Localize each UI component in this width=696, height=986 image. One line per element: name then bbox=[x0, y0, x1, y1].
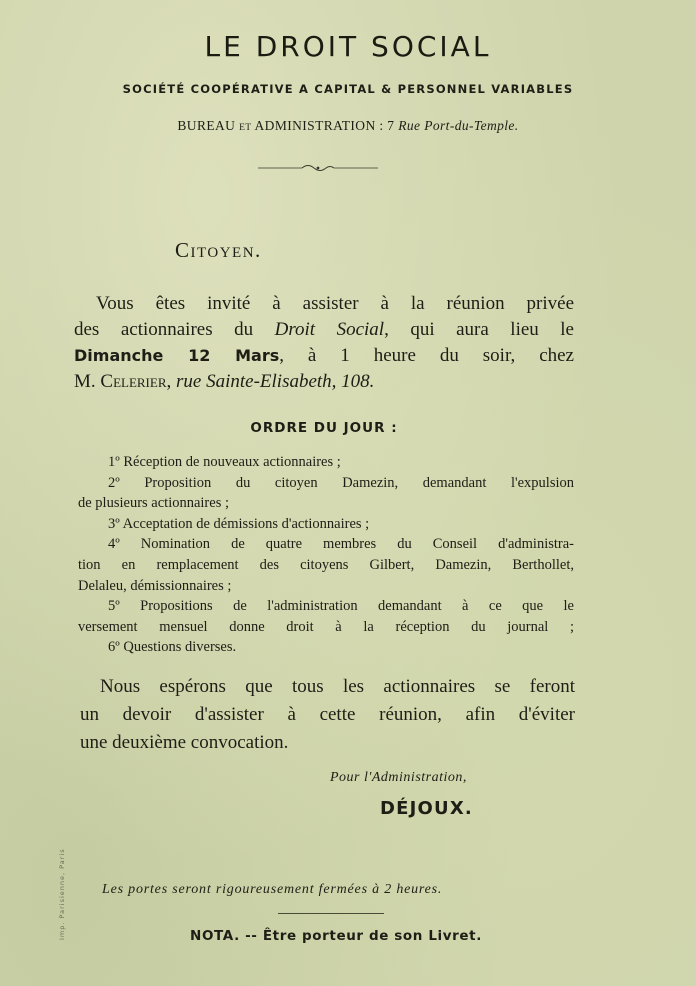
agenda-line: 4º Nomination de quatre membres du Conseil d'administra- bbox=[108, 536, 574, 553]
ornament-divider-icon bbox=[258, 162, 378, 174]
agenda-line: de plusieurs actionnaires ; bbox=[78, 495, 229, 512]
address-street: Rue Port-du-Temple. bbox=[398, 118, 519, 133]
invitation-line-2a: des actionnaires du bbox=[74, 319, 275, 340]
printer-credit: Imp. Parisienne, Paris bbox=[58, 848, 66, 940]
invitation-line-1: Vous êtes invité à assister à la réunion privée bbox=[96, 293, 574, 314]
meeting-date: Dimanche 12 Mars bbox=[74, 346, 280, 365]
agenda-line: 5º Propositions de l'administration demandant à ce que le bbox=[108, 598, 574, 615]
agenda-line: tion en remplacement des citoyens Gilbert, Damezin, Berthollet, bbox=[78, 556, 574, 573]
office-address bbox=[0, 118, 696, 134]
invitation-line-3 bbox=[74, 343, 574, 369]
closing-line-2: un devoir d'assister à cette réunion, afin d'éviter bbox=[80, 704, 575, 725]
meeting-address: rue Sainte-Elisabeth, 108. bbox=[171, 371, 375, 392]
signature-intro: Pour l'Administration, bbox=[330, 770, 467, 785]
closing-paragraph bbox=[80, 673, 575, 757]
agenda-heading: ORDRE DU JOUR : bbox=[250, 420, 398, 436]
address-et: ET bbox=[239, 123, 252, 133]
newspaper-name: Droit Social bbox=[274, 319, 385, 340]
newspaper-title: LE DROIT SOCIAL bbox=[204, 30, 492, 63]
agenda-line: 2º Proposition du citoyen Damezin, demandant l'expulsion bbox=[108, 474, 574, 491]
company-subtitle: SOCIÉTÉ COOPÉRATIVE A CAPITAL & PERSONNEL VARIABLES bbox=[122, 82, 574, 96]
address-prefix: BUREAU bbox=[177, 118, 236, 133]
doors-notice: Les portes seront rigoureusement fermées à 2 heures. bbox=[102, 882, 443, 897]
salutation: Citoyen. bbox=[175, 238, 262, 262]
invitation-line-3-rest: , à 1 heure du soir, chez bbox=[279, 345, 574, 366]
closing-line-3: une deuxième convocation. bbox=[80, 732, 289, 753]
invitation-line-2b: , qui aura lieu le bbox=[384, 319, 574, 340]
agenda-line: Delaleu, démissionnaires ; bbox=[78, 577, 232, 594]
agenda-line: 3º Acceptation de démissions d'actionnaires ; bbox=[108, 515, 370, 532]
closing-line-1: Nous espérons que tous les actionnaires se feront bbox=[100, 676, 575, 697]
invitation-line-4 bbox=[74, 369, 574, 395]
host-name: M. Celerier, bbox=[74, 371, 172, 392]
agenda-list bbox=[78, 452, 574, 658]
agenda-line: 6º Questions diverses. bbox=[108, 639, 237, 656]
agenda-line: versement mensuel donne droit à la réception du journal ; bbox=[78, 618, 574, 635]
address-mid: ADMINISTRATION : 7 bbox=[254, 118, 395, 133]
agenda-line: 1º Réception de nouveaux actionnaires ; bbox=[108, 454, 341, 470]
signature-name: DÉJOUX. bbox=[380, 798, 473, 819]
divider-line bbox=[278, 913, 384, 914]
nota-notice: NOTA. -- Être porteur de son Livret. bbox=[190, 928, 482, 944]
invitation-paragraph bbox=[74, 291, 574, 395]
invitation-line-2 bbox=[74, 317, 574, 343]
